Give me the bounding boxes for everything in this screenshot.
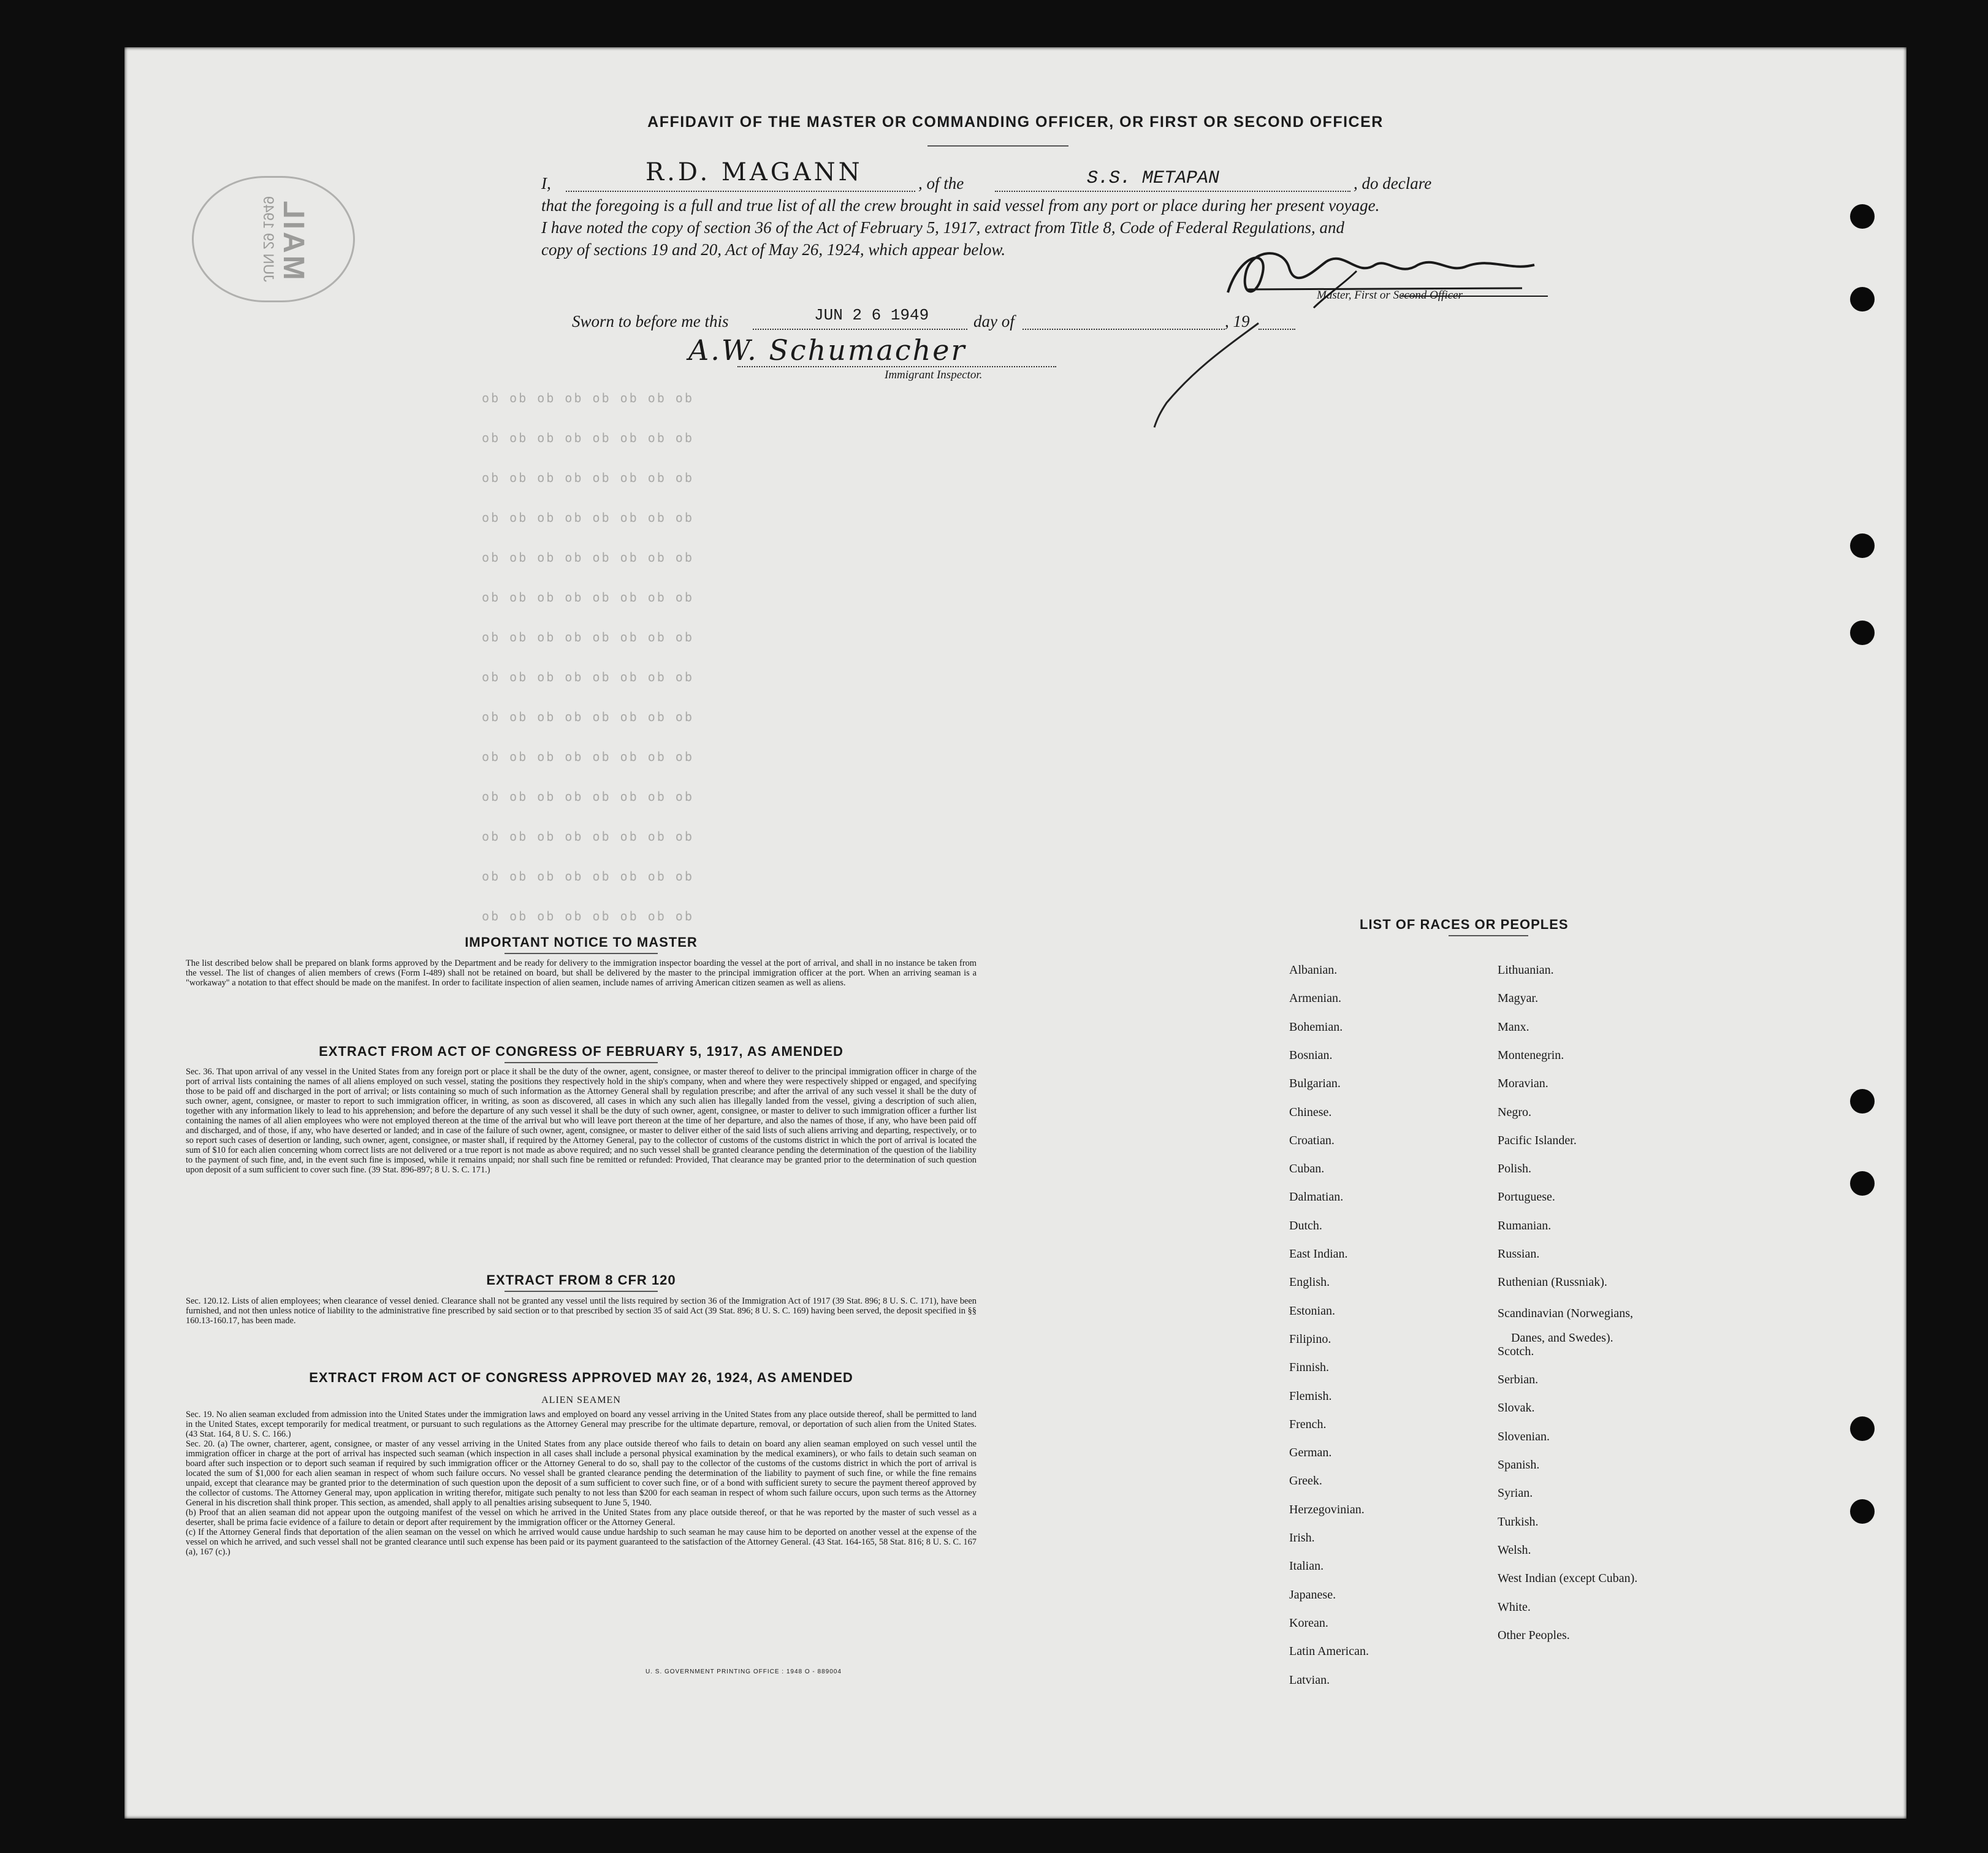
race-item: Turkish. — [1498, 1515, 1539, 1529]
race-item: Flemish. — [1289, 1389, 1332, 1403]
race-item: Magyar. — [1498, 991, 1539, 1006]
printer-line: U. S. GOVERNMENT PRINTING OFFICE : 1948 O - 889004 — [646, 1668, 842, 1675]
extract-1924-title: EXTRACT FROM ACT OF CONGRESS APPROVED MAY 26, 1924, AS AMENDED — [309, 1370, 853, 1385]
extract-cfr-title: EXTRACT FROM 8 CFR 120 — [486, 1272, 676, 1288]
declaration-line-2: that the foregoing is a full and true list of all the crew brought in said vessel from any port or place during her present voyage. — [541, 196, 1380, 215]
do-declare-text: , do declare — [1354, 174, 1432, 193]
punch-hole — [1850, 1499, 1875, 1524]
title-underline — [927, 145, 1068, 147]
race-item: Armenian. — [1289, 991, 1341, 1006]
race-item: Other Peoples. — [1498, 1628, 1570, 1642]
day-of-text: day of — [973, 312, 1015, 330]
race-item: Ruthenian (Russniak). — [1498, 1275, 1607, 1289]
punch-hole — [1850, 204, 1875, 229]
inspector-signature: A.W. Schumacher — [688, 334, 967, 367]
punch-hole — [1850, 1089, 1875, 1114]
race-item: Korean. — [1289, 1616, 1328, 1630]
stamp-date-text: JUN 29 1949 — [260, 196, 276, 283]
race-item: Slovenian. — [1498, 1429, 1550, 1443]
sec-20a-text: Sec. 20. (a) The owner, charterer, agent, consignee, or master of any vessel arriving in the United States from any place outside thereof who fails to detain on board any alien seaman employed on such vessel until the immigration officer in charge at the port of arrival has inspected such seaman (which inspection in all cases shall include a personal physical examination by the medical examiners), or who fails to detain such seaman on board after such inspection or to deport such seaman if required by such immigration officer or the Attorney General to do so, shall pay to the collector of the customs of the customs district in which the port of arrival is located the sum of $1,000 for each alien seaman in respect of whom such failure occurs. No vessel shall be granted clearance pending the determination of the liability to payment of such fine, or while the fine remains unpaid, except that clearance may be granted prior to the determination of such question upon the deposit of a sum sufficient to cover such fine, or of a bond with sufficient surety to secure the payment thereof approved by the collector of customs. The Attorney General may, upon application in writing therefor, mitigate such penalty to not less than $200 for each seaman in respect of whom such failure occurs, upon such terms as the Attorney General in his discretion shall think proper. This section, as amended, shall apply to all penalties arising subsequent to June 5, 1940. — [186, 1439, 977, 1508]
sec-20c-text: (c) If the Attorney General finds that deportation of the alien seaman on the vessel on which he arrived would cause undue hardship to such seaman he may cause him to be deported on another vessel at the expense of the vessel on which he arrived, and such vessel shall not be granted clearance until such expense has been paid or its payment guaranteed to the satisfaction of the Attorney General. (43 Stat. 164-165, 58 Stat. 816; 8 U. S. C. 167 (a), 167 (c).) — [186, 1527, 977, 1557]
race-item: Syrian. — [1498, 1486, 1533, 1500]
race-item: Slovak. — [1498, 1401, 1535, 1415]
race-item: Negro. — [1498, 1105, 1531, 1119]
punch-hole — [1850, 1416, 1875, 1441]
stamp-mail-text: MAIL — [277, 198, 310, 280]
affidavit-title: AFFIDAVIT OF THE MASTER OR COMMANDING OFFICER, OR FIRST OR SECOND OFFICER — [647, 113, 1384, 131]
sworn-line — [572, 308, 1430, 332]
notice-rule — [505, 953, 658, 954]
race-item: Spanish. — [1498, 1458, 1540, 1472]
race-item: East Indian. — [1289, 1247, 1348, 1261]
vessel-name: S.S. METAPAN — [1087, 168, 1220, 189]
race-item: Welsh. — [1498, 1543, 1531, 1557]
race-item: White. — [1498, 1600, 1531, 1614]
race-item: Bulgarian. — [1289, 1077, 1341, 1091]
race-item: Dutch. — [1289, 1218, 1322, 1232]
race-item: Pacific Islander. — [1498, 1133, 1577, 1147]
strike-line — [1401, 296, 1548, 297]
punch-hole — [1850, 621, 1875, 645]
extract-cfr-rule — [505, 1291, 658, 1292]
alien-seamen-subtitle: ALIEN SEAMEN — [541, 1395, 621, 1405]
race-item: Scandinavian (Norwegians, — [1498, 1306, 1634, 1320]
mail-stamp — [192, 176, 355, 302]
races-title: LIST OF RACES OR PEOPLES — [1360, 917, 1569, 932]
race-item: Moravian. — [1498, 1077, 1548, 1091]
race-item: Herzegovinian. — [1289, 1502, 1365, 1516]
extract-cfr-body: Sec. 120.12. Lists of alien employees; when clearance of vessel denied. Clearance shall not be granted any vessel until the lists required by section 36 of the Immigration Act of 1917 (39 Stat. 896; 8 U. S. C. 171), have been furnished, and not then unless notice of liability to the administrative fine prescribed by said section or to that prescribed by section 35 of said Act (39 Stat. 896; 8 U. S. C. 169) having been served, the deposit specified in §§ 160.13-160.17, has been made. — [186, 1296, 977, 1326]
declaration-line-4: copy of sections 19 and 20, Act of May 26, 1924, which appear below. — [541, 240, 1006, 259]
race-item: English. — [1289, 1275, 1330, 1289]
race-item: Rumanian. — [1498, 1218, 1552, 1232]
signature-title: Master, First or Second Officer — [1317, 289, 1463, 302]
punch-hole — [1850, 1171, 1875, 1196]
sworn-date-stamp: JUN 2 6 1949 — [814, 306, 929, 324]
race-item: Dalmatian. — [1289, 1190, 1344, 1204]
race-item: Serbian. — [1498, 1373, 1539, 1387]
year-prefix: , 19 — [1225, 312, 1250, 330]
race-item: Estonian. — [1289, 1304, 1335, 1318]
race-item: Finnish. — [1289, 1361, 1330, 1375]
race-item: Irish. — [1289, 1531, 1315, 1545]
races-rule — [1449, 935, 1528, 936]
declaration-line-3: I have noted the copy of section 36 of the Act of February 5, 1917, extract from Title 8, Code of Federal Regulations, and — [541, 218, 1345, 237]
extract-1924-body — [186, 1410, 977, 1557]
race-item: Japanese. — [1289, 1587, 1336, 1602]
race-item: Croatian. — [1289, 1133, 1335, 1147]
sec-19-text: Sec. 19. No alien seaman excluded from admission into the United States under the immigration laws and employed on board any vessel arriving in the United States from any place outside thereof, shall be permitted to land in the United States, except temporarily for medical treatment, or pursuant to such regulations as the Attorney General may prescribe for the ultimate departure, removal, or deportation of such alien from the United States. (43 Stat. 164, 8 U. S. C. 166.) — [186, 1410, 977, 1439]
sworn-label: Sworn to before me this — [572, 312, 729, 330]
inspector-line — [737, 366, 1056, 367]
punch-hole — [1850, 533, 1875, 558]
race-item: Italian. — [1289, 1559, 1324, 1573]
race-item: Scotch. — [1498, 1344, 1534, 1358]
race-item: Montenegrin. — [1498, 1048, 1564, 1062]
race-item: Bohemian. — [1289, 1020, 1343, 1034]
race-item: West Indian (except Cuban). — [1498, 1572, 1638, 1586]
race-item: Bosnian. — [1289, 1048, 1333, 1062]
race-item: Latin American. — [1289, 1645, 1369, 1659]
race-item: Chinese. — [1289, 1105, 1332, 1119]
document-page: do do do do do do do do do do do do do do do do do do do do do do do do do do do do do do do do do do do do do do do do do do do do do do do do do do do do do do do do do do do do do do do do do do do do do do do do do do do do do do do do do do do do do do do do do do do do do do do do do do do do do do do do do do do do do do do do MAIL JUN 29 1949 AFFIDAVIT OF THE MASTER OR COMMANDING OFFICER, OR FIRST OR SECOND OFFICER I, R.D. MAGANN , of the S.S. METAPAN , do declare that the foregoing is a full and true list of all the crew brought in said vessel from any port or place during her present voyage. I have noted the copy of section 36 of the Act of February 5, 1917, extract from Title 8, Code of Federal Regulations, and copy of sections 19 and 20, Act of May 26, 1924, which appear below. Master, First or Second Officer Sworn to before me this JUN 2 6 1949 day of , 19 A.W. Schumacher Immigrant Inspector. IMPORTANT NOTICE TO MASTER The list described below shall be prepared on blank forms approved by the Department and be ready for delivery to the immigration inspector boarding the vessel at the port of arrival, and shall in no instance be taken from the vessel. The list of changes of alien members of crews (Form I-489) shall not be retained on board, but shall be delivered by the master to the principal immigration officer at the port. When an arriving seaman is a "workaway" a notation to that effect should be made on the manifest. In order to facilitate inspection of alien seamen, include names of arriving American citizen seamen as well as aliens. EXTRACT FROM ACT OF CONGRESS OF FEBRUARY 5, 1917, AS AMENDED Sec. 36. That upon arrival of any vessel in the United States from any foreign port or place it shall be the duty of the owner, agent, consignee, or master thereof to deliver to the principal immigration officer in charge of the port of arrival lists containing the names of all aliens employed on such vessel, stating the positions they respectively hold in the ship's company, when and where they were respectively shipped or engaged, and specifying those to be paid off and discharged in the port of arrival; or lists containing so much of such information as the Attorney General shall by regulation prescribe; and after the arrival of any such vessel it shall be the duty of such owner, agent, consignee, or master to report to such immigration officer, in writing, as soon as discovered, all cases in which any such alien has illegally landed from the vessel, giving a description of such alien, together with any information likely to lead to his apprehension; and before the departure of any such vessel it shall be the duty of such owner, agent, consignee, or master to deliver to such immigration officer a further list containing the names of all alien employees who were not employed thereon at the time of the arrival but who will leave port thereon at the time of her departure, and also the names of those, if any, who have been paid off and discharged, and of those, if any, who have deserted or landed; and in case of the failure of such owner, agent, consignee, or master to deliver either of the said lists of such aliens arriving and departing, respectively, or to so report such cases of desertion or landing, such owner, agent, consignee, or master shall, if required by the Attorney General, pay to the collector of customs of the customs district in which the port of arrival is located the sum of $10 for each alien concerning whom correct lists are not delivered or a true report is not made as above required; and no such vessel shall be granted clearance pending the determination of the question of the liability to the payment of such fine, and, in the event such fine is imposed, while it remains unpaid; nor shall such fine be remitted or refunded: Provided, That clearance may be granted prior to the determination of such question upon deposit of a sum sufficient to cover such fine. (39 Stat. 896-897; 8 U. S. C. 171.) EXTRACT FROM 8 CFR 120 Sec. 120.12. Lists of alien employees; when clearance of vessel denied. Clearance shall not be granted any vessel until the lists required by section 36 of the Immigration Act of 1917 (39 Stat. 896; 8 U. S. C. 171), have been furnished, and not then unless notice of liability to the administrative fine prescribed by said section or to that prescribed by section 35 of said Act (39 Stat. 896; 8 U. S. C. 169) having been served, the deposit specified in §§ 160.13-160.17, has been made. EXTRACT FROM ACT OF CONGRESS APPROVED MAY 26, 1924, AS AMENDED ALIEN SEAMEN Sec. 19. No alien seaman excluded from admission into the United States under the immigration laws and employed on board any vessel arriving in the United States from any place outside thereof, shall be permitted to land in the United States, except temporarily for medical treatment, or pursuant to such regulations as the Attorney General may prescribe for the ultimate departure, removal, or deportation of such alien from the United States. (43 Stat. 164, 8 U. S. C. 166.) Sec. 20. (a) The owner, charterer, agent, consignee, or master of any vessel arriving in the United States from any place outside thereof who fails to detain on board any alien seaman employed on such vessel until the immigration officer in charge at the port of arrival has inspected such seaman (which inspection in all cases shall include a personal physical examination by the medical examiners), or who fails to detain such seaman on board after such inspection or to deport such seaman if required by such immigration officer or the Attorney General to do so, shall pay to the collector of the customs of the customs district in which the port of arrival is located the sum of $1,000 for each alien seaman in respect of whom such failure occurs. No vessel shall be granted clearance pending the determination of the liability to payment of such fine, or while the fine remains unpaid, except that clearance may be granted prior to the determination of such question upon the deposit of a sum sufficient to cover such fine, or of a bond with sufficient surety to secure the payment thereof approved by the collector of customs. The Attorney General may, upon application in writing therefor, mitigate such penalty to not less than $200 for each seaman in respect of whom such failure occurs, upon such terms as the Attorney General in his discretion shall think proper. This section, as amended, shall apply to all penalties arising subsequent to June 5, 1940. (b) Proof that an alien seaman did not appear upon the outgoing manifest of the vessel on which he arrived in the United States from any place outside thereof, or that he was reported by the master of such vessel as a deserter, shall be prima facie evidence of a failure to detain or deport after requirement by the immigration officer or the Attorney General. (c) If the Attorney General finds that deportation of the alien seaman on the vessel on which he arrived would cause undue hardship to such seaman he may cause him to be deported on another vessel at the expense of the vessel on which he arrived, and such vessel shall not be granted clearance until such expense has been paid or its payment guaranteed to the satisfaction of the Attorney General. (43 Stat. 164-165, 58 Stat. 816; 8 U. S. C. 167 (a), 167 (c).) U. S. GOVERNMENT PRINTING OFFICE : 1948 O - 889004 LIST OF RACES OR PEOPLES Albanian. Armenian. Bohemian. Bosnian. Bulgarian. Chinese. Croatian. Cuban. Dalmatian. Dutch. East Indian. English. Estonian. Filipino. Finnish. Flemish. French. German. Greek. Herzegovinian. Irish. Italian. Japanese. Korean. Latin American. Latvian. Lithuanian. Magyar. Manx. Montenegrin. Moravian. Negro. Pacific Islander. Polish. Portuguese. Rumanian. Russian. Ruthenian (Russniak). Scandinavian (Norwegians, Danes, and Swedes). Scotch. Serbian. Slovak. Slovenian. Spanish. Syrian. Turkish. Welsh. West Indian (except Cuban). White. Other Peoples. — [124, 47, 1906, 1819]
race-item: Polish. — [1498, 1162, 1532, 1176]
extract-1917-title: EXTRACT FROM ACT OF CONGRESS OF FEBRUARY 5, 1917, AS AMENDED — [319, 1044, 844, 1059]
sec-20b-text: (b) Proof that an alien seaman did not appear upon the outgoing manifest of the vessel on which he arrived in the United States from any place outside thereof, or that he was reported by the master of such vessel as a deserter, shall be prima facie evidence of a failure to detain or deport after requirement by the immigration officer or the Attorney General. — [186, 1508, 977, 1527]
inspector-title: Immigrant Inspector. — [885, 369, 983, 381]
race-item: Portuguese. — [1498, 1190, 1555, 1204]
race-item: Danes, and Swedes). — [1511, 1331, 1613, 1345]
notice-body: The list described below shall be prepared on blank forms approved by the Department and be ready for delivery to the immigration inspector boarding the vessel at the port of arrival, and shall in no instance be taken from the vessel. The list of changes of alien members of crews (Form I-489) shall not be retained on board, but shall be delivered by the master to the principal immigration officer at the port. When an arriving seaman is a "workaway" a notation to that effect should be made on the manifest. In order to facilitate inspection of alien seamen, include names of arriving American citizen seamen as well as aliens. — [186, 958, 977, 988]
notice-title: IMPORTANT NOTICE TO MASTER — [465, 934, 698, 950]
race-item: Cuban. — [1289, 1162, 1325, 1176]
extract-1917-rule — [505, 1062, 658, 1063]
race-item: Lithuanian. — [1498, 963, 1554, 977]
master-name: R.D. MAGANN — [646, 158, 863, 186]
declaration-prefix: I, — [541, 174, 551, 193]
race-item: Albanian. — [1289, 963, 1338, 977]
pen-stroke — [1142, 311, 1277, 434]
race-item: Greek. — [1289, 1474, 1322, 1488]
race-item: French. — [1289, 1417, 1327, 1431]
race-item: Manx. — [1498, 1020, 1529, 1034]
punch-hole — [1850, 287, 1875, 311]
race-item: German. — [1289, 1446, 1332, 1460]
race-item: Filipino. — [1289, 1332, 1331, 1346]
race-item: Latvian. — [1289, 1673, 1330, 1687]
of-the-text: , of the — [918, 174, 964, 193]
race-item: Russian. — [1498, 1247, 1540, 1261]
extract-1917-body: Sec. 36. That upon arrival of any vessel in the United States from any foreign port or place it shall be the duty of the owner, agent, consignee, or master thereof to deliver to the principal immigration officer in charge of the port of arrival lists containing the names of all aliens employed on such vessel, stating the positions they respectively hold in the ship's company, when and where they were respectively shipped or engaged, and specifying those to be paid off and discharged in the port of arrival; or lists containing so much of such information as the Attorney General shall by regulation prescribe; and after the arrival of any such vessel it shall be the duty of such owner, agent, consignee, or master to report to such immigration officer, in writing, as soon as discovered, all cases in which any such alien has illegally landed from the vessel, giving a description of such alien, together with any information likely to lead to his apprehension; and before the departure of any such vessel it shall be the duty of such owner, agent, consignee, or master to deliver to such immigration officer a further list containing the names of all alien employees who were not employed thereon at the time of the arrival but who will leave port thereon at the time of her departure, and also the names of those, if any, who have been paid off and discharged, and of those, if any, who have deserted or landed; and in case of the failure of such owner, agent, consignee, or master to deliver either of the said lists of such aliens arriving and departing, respectively, or to so report such cases of desertion or landing, such owner, agent, consignee, or master shall, if required by the Attorney General, pay to the collector of customs of the customs district in which the port of arrival is located the sum of $10 for each alien concerning whom correct lists are not delivered or a true report is not made as above required; and no such vessel shall be granted clearance pending the determination of the question of the liability to the payment of such fine, and, in the event such fine is imposed, while it remains unpaid; nor shall such fine be remitted or refunded: Provided, That clearance may be granted prior to the determination of such question upon deposit of a sum sufficient to cover such fine. (39 Stat. 896-897; 8 U. S. C. 171.) — [186, 1067, 977, 1175]
master-signature — [1203, 234, 1645, 320]
